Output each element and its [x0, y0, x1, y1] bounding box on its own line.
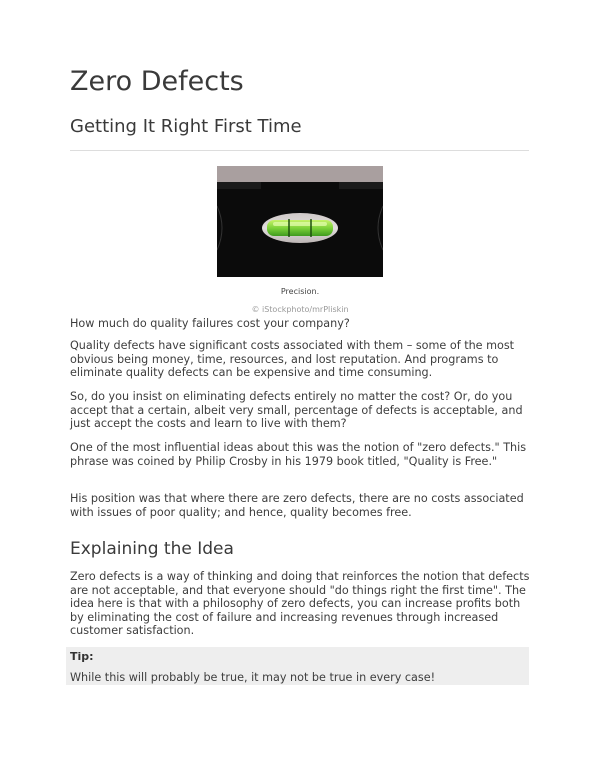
paragraph: His position was that where there are zero defects, there are no costs associated with issues of poor quality; and hence, quality becomes free.	[70, 492, 524, 519]
figure-caption: Precision.	[280, 287, 320, 296]
spirit-level-image	[217, 166, 383, 277]
tip-box	[66, 647, 529, 685]
tip-label: Tip:	[70, 650, 94, 663]
paragraph: So, do you insist on eliminating defects entirely no matter the cost? Or, do you accept that a certain, albeit very small, percentage of defects is acceptable, and just accept the costs and learn to live with them?	[70, 390, 523, 431]
paragraph: Quality defects have significant costs associated with them – some of the most obvious being money, time, resources, and lost reputation. And programs to eliminate quality defects can be expensive and time consuming.	[70, 339, 515, 380]
paragraph: How much do quality failures cost your company?	[70, 317, 350, 330]
figure-credit: © iStockphoto/mrPliskin	[251, 305, 349, 314]
spirit-level-illustration	[217, 166, 383, 277]
page-title: Zero Defects	[70, 66, 244, 97]
paragraph: One of the most influential ideas about this was the notion of "zero defects." This phrase was coined by Philip Crosby in his 1979 book titled, "Quality is Free."	[70, 441, 527, 468]
title-divider	[70, 150, 529, 151]
tip-text: While this will probably be true, it may not be true in every case!	[70, 671, 436, 684]
section-paragraph: Zero defects is a way of thinking and doing that reinforces the notion that defects are not acceptable, and that everyone should "do things right the first time". The idea here is that with a philosophy of zero defects, you can increase profits both by eliminating the cost of failure and increasing revenues through increased customer satisfaction.	[70, 570, 530, 638]
page-subtitle: Getting It Right First Time	[70, 116, 302, 137]
section-heading: Explaining the Idea	[70, 539, 234, 559]
